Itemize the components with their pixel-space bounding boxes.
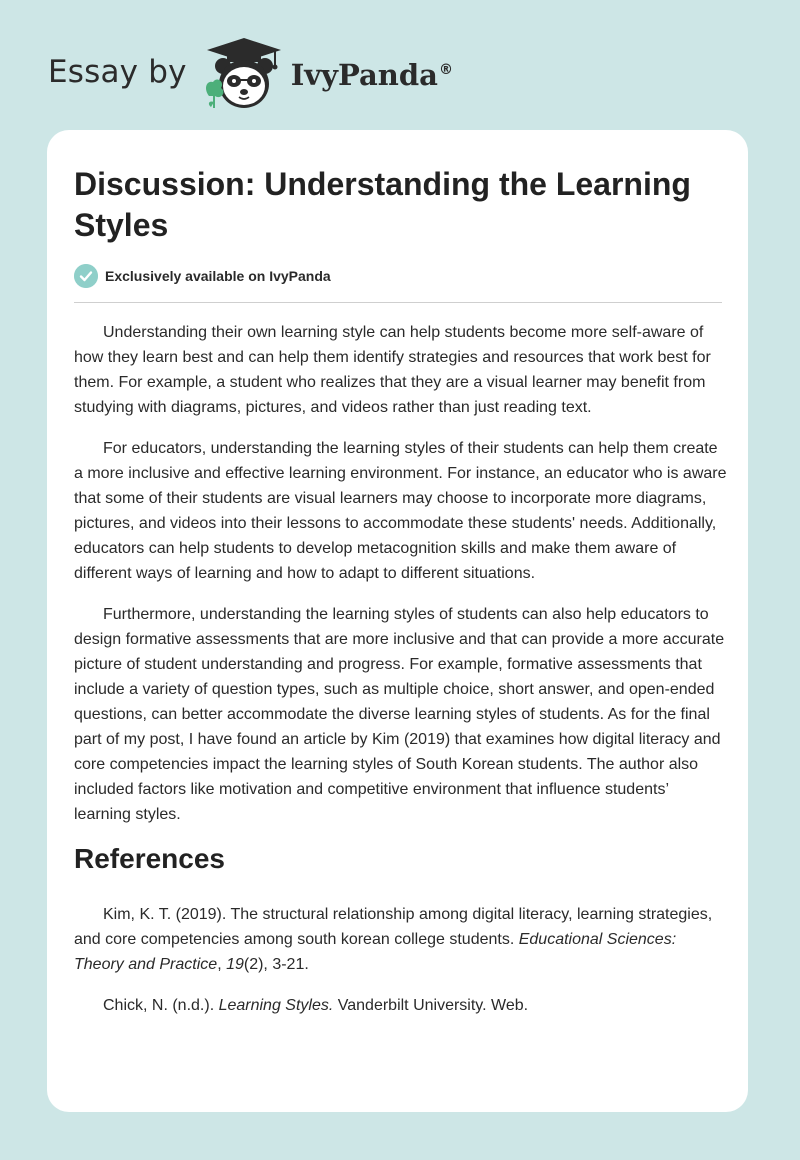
divider: [74, 302, 722, 303]
reference-item: [74, 993, 729, 1018]
reference-title: Learning Styles.: [218, 997, 334, 1014]
essay-body: [74, 320, 729, 1034]
references-heading: References: [74, 843, 225, 874]
reference-separator: ,: [217, 956, 227, 973]
reference-item: [74, 902, 729, 977]
check-circle-icon: [74, 264, 98, 288]
essay-by-label: Essay by: [48, 54, 187, 90]
paragraph: Understanding their own learning style can help students become more self-aware of how they learn best and can help them identify strategies and resources that work best for them. For example, a student who realizes that they are a visual learner may benefit from studying with diagrams, pictures, and videos rather than just reading text.: [74, 324, 711, 416]
site-header: [48, 34, 453, 114]
reference-pages: (2), 3-21.: [243, 956, 309, 973]
reference-text: Kim, K. T. (2019). The structural relationship among digital literacy, learning strategies, and core competencies among south korean college students.: [74, 906, 713, 948]
registered-mark: ®: [438, 62, 453, 79]
ivypanda-logo-icon[interactable]: [201, 36, 287, 112]
reference-volume: 19: [226, 956, 244, 973]
reference-journal: Educational Sciences: Theory and Practice: [74, 931, 677, 973]
page-title: Discussion: Understanding the Learning Styles: [74, 166, 691, 243]
exclusive-label: Exclusively available on IvyPanda: [105, 268, 331, 284]
paragraph: Furthermore, understanding the learning styles of students can also help educators to design formative assessments that are more inclusive and that can provide a more accurate picture of student understanding and progress. For example, formative assessments that include a variety of question types, such as multiple choice, short answer, and open-ended questions, can better accommodate the diverse learning styles of students. As for the final part of my post, I have found an article by Kim (2019) that examines how digital literacy and core competencies impact the learning styles of South Korean students. The author also included factors like motivation and competitive environment that influence students’ learning styles.: [74, 606, 725, 823]
reference-publisher: Vanderbilt University. Web.: [333, 997, 529, 1014]
essay-card: [47, 130, 748, 1112]
reference-text: Chick, N. (n.d.).: [103, 997, 219, 1014]
brand-name[interactable]: [291, 58, 453, 92]
paragraph: For educators, understanding the learning styles of their students can help them create a more inclusive and effective learning environment. For instance, an educator who is aware that some of their students are visual learners may choose to incorporate more diagrams, pictures, and videos into their lessons to accommodate these students' needs. Additionally, educators can help students to develop metacognition skills and make them aware of different ways of learning and how to adapt to different situations.: [74, 440, 727, 582]
brand-text: IvyPanda: [290, 58, 438, 92]
exclusive-badge: [74, 264, 331, 288]
